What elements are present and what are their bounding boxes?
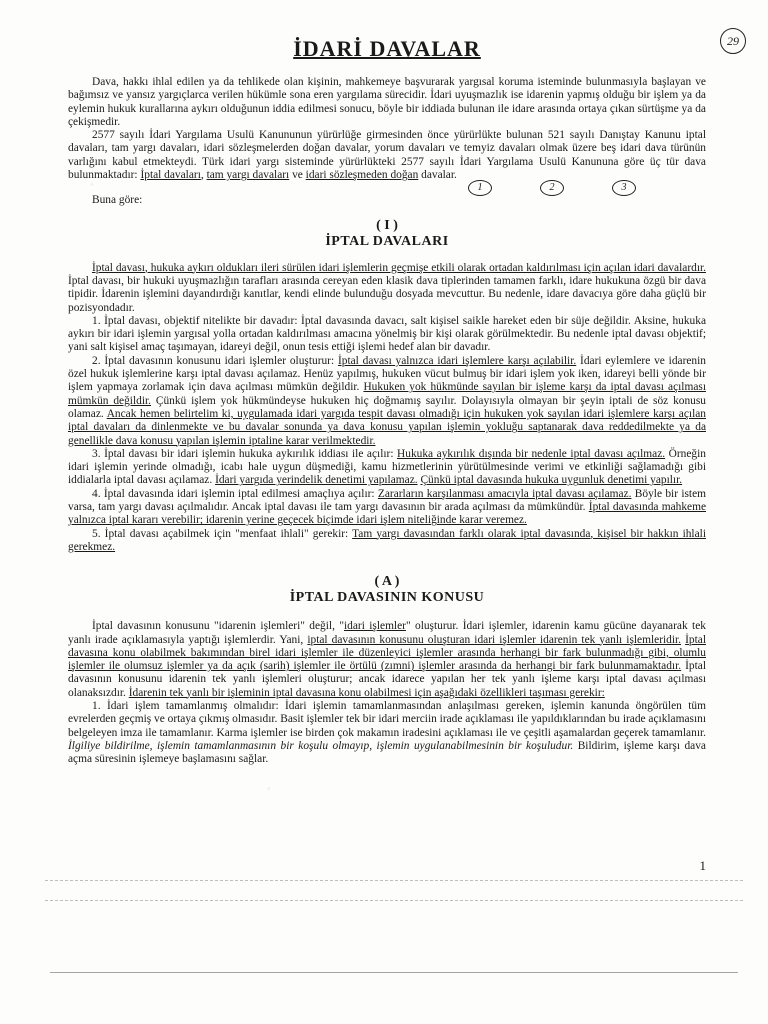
scan-artifact-line	[45, 900, 743, 901]
section1-item-2: 2. İptal davasının konusunu idari işlemler oluşturur: İptal davası yalnızca idari işlemlere karşı açılabilir. İdari eylemlere ve idarenin özel hukuk işlemlerine karşı iptal davası açılamaz. Henüz yapılmış, hukuken vücut bulmuş bir idari işlem yok iken, idareyi belli yönde bir işlem yapmaya zorlamak için dava açılması mümkün değildir. Hukuken yok hükmünde sayılan bir işleme karşı da iptal davası açılması mümkün değildir. Çünkü işlem yok hükmündeyse hukuken hiç doğmamış sayılır. Dolayısıyla olmayan bir şeyin iptali de söz konusu olamaz. Ancak hemen belirtelim ki, uygulamada idari yargıda tespit davası olmadığı için hukuken yok sayılan idari işlemlere karşı açılan iptal davaları da dinlenmekte ve bu davalar sonunda ya dava konusu yapılan işlemin yokluğu saptanarak dava reddedilmekte ya da genellikle dava konusu yapılan işlemin iptaline karar verilmektedir.	[68, 354, 706, 447]
handwritten-page-number: 29	[720, 28, 746, 54]
circled-number-3: 3	[612, 180, 636, 196]
circled-number-1: 1	[468, 180, 492, 196]
section1-item-3: 3. İptal davası bir idari işlemin hukuka aykırılık iddiası ile açılır: Hukuka aykırılık dışında bir nedenle iptal davası açılmaz. Örneğin idari işlemin yerinde olmadığı, icabı hale uygun düşmediği, kamu hizmetlerinin yürütülmesinde verimi ve etkinliği sağlamadığı gibi iddialarla iptal davası açılamaz. İdari yargıda yerindelik denetimi yapılamaz. Çünkü iptal davasında hukuka uygunluk denetimi yapılır.	[68, 447, 706, 487]
scan-artifact-line	[45, 880, 743, 881]
section-label-a: ( A )	[374, 574, 400, 590]
underline-tam-yargi: tam yargı davaları	[206, 169, 290, 182]
intro-paragraph-1: Dava, hakkı ihlal edilen ya da tehlikede olan kişinin, mahkemeye başvurarak yargısal koruma isteminde bulunmasıyla başlayan ve bağımsız ve yansız yargıçlarca verilen hükümle sona eren yargılama sürecidir. İdari uyuşmazlık ise idarenin yapmış olduğu bir işlem ya da eylemin hukuk kurallarına aykırı olduğunun iddia edilmesi sonucu, böyle bir iddiada bulunan ile idare arasında ortaya çıkan sürtüşme ya da çekişmedir.	[68, 76, 706, 128]
section1-item-5: 5. İptal davası açabilmek için "menfaat ihlali" gerekir: Tam yargı davasından farklı olarak iptal davasında, kişisel bir hakkın ihlali gerekmez.	[68, 527, 706, 553]
intro-paragraph-3: Buna göre:	[92, 194, 143, 207]
page-number: 1	[699, 858, 706, 873]
section-label-1: ( I )	[376, 217, 398, 233]
intro-paragraph-2: 2577 sayılı İdari Yargılama Usulü Kanununun yürürlüğe girmesinden önce yürürlükte bulunan 521 sayılı Danıştay Kanunu iptal davaları, tam yargı davaları, idari sözleşmelerden doğan davalar, yorum davaları ve temyiz davaları olmak üzere beş idari dava türünün varlığını kabul etmekteydi. Türk idari yargı sisteminde yürürlükteki 2577 sayılı İdari Yargılama Usulü Kanununa göre üç tür dava bulunmaktadır: İptal davaları, tam yargı davaları ve idari sözleşmeden doğan davalar.	[68, 129, 706, 182]
underline-idari-sozlesme: idari sözleşmeden doğan	[305, 169, 419, 182]
sectionA-item-1: 1. İdari işlem tamamlanmış olmalıdır: İdari işlemin tamamlanmasından anlaşılması gereken, işlemin kanunda öngörülen tüm evrelerden geçmiş ve ortaya çıkmış olmasıdır. Basit işlemler tek bir idari merciin irade açıklaması ile yapıldıklarından bu irade açıklamasını belgeleyen imza ile tamamlanır. Karma işlemler ise birden çok makamın iradesini açıklaması ile ve çeşitli aşamalardan geçerek tamamlanır. İlgiliye bildirilme, işlemin tamamlanmasının bir koşulu olmayıp, işlemin uygulanabilmesinin bir koşuludur. Bildirim, işleme karşı dava açma süresinin işlemeye başlamasını sağlar.	[68, 699, 706, 766]
section-title-iptal-davasinin-konusu: İPTAL DAVASININ KONUSU	[289, 590, 485, 606]
circled-number-2: 2	[540, 180, 564, 196]
handwritten-circled-numbers	[68, 180, 706, 194]
sectionA-paragraph-1: İptal davasının konusunu "idarenin işlemleri" değil, "idari işlemler" oluşturur. İdari işlemler, idarenin kamu gücüne dayanarak tek yanlı irade açıklamasıyla yaptığı işlemlerdir. Yani, iptal davasının konusunu oluşturan idari işlemler idarenin tek yanlı işlemleridir. İptal davasına konu olabilmek bakımından birel idari işlemler ile düzenleyici işlemler arasında herhangi bir fark bulunmadığı gibi, olumlu işlemler ile olumsuz işlemler ya da açık (sarih) işlemler ile örtülü (zımni) işlemler arasında da herhangi bir fark bulunmamaktadır. İptal davasının konusunu idarenin tek yanlı işlemleri oluşturur; ancak idarece yapılan her tek yanlı işleme karşı iptal davası açılması olanaksızdır. İdarenin tek yanlı bir işleminin iptal davasına konu olabilmesi için aşağıdaki özellikleri taşıması gerekir:	[68, 620, 706, 699]
scan-artifact-line	[50, 972, 738, 973]
document-title: İDARİ DAVALAR	[293, 36, 481, 61]
underline-iptal-davalari: İptal davaları	[140, 169, 201, 182]
section1-paragraph-1: İptal davası, hukuka aykırı oldukları ileri sürülen idari işlemlerin geçmişe etkili olarak ortadan kaldırılması için açılan idari davalardır. İptal davası, bir hukuki uyuşmazlığın tarafları arasında cereyan eden klasik dava tiplerinden tamamen farklı, idare hukukuna özgü bir dava tipidir. İdarenin işlemini dayandırdığı kanıtlar, kendi elinde bulunduğu dosyada mevcuttur. Bu nedenle, idare davacıya göre daha güçlü bir pozisyondadır.	[68, 261, 706, 314]
section1-item-4: 4. İptal davasında idari işlemin iptal edilmesi amaçlıya açılır: Zararların karşılanması amacıyla iptal davası açılamaz. Böyle bir istem varsa, tam yargı davası açılmalıdır. Ancak iptal davası ile tam yargı davasının bir arada açılması da mümkündür. İptal davasında mahkeme yalnızca iptal kararı verebilir; idarenin yerine geçecek biçimde idari işlem niteliğinde karar veremez.	[68, 487, 706, 527]
section1-item-1: 1. İptal davası, objektif nitelikte bir davadır: İptal davasında davacı, salt kişisel saikle hareket eden bir süje değildir. Aksine, hukuka aykırı bir idari işlemin yargısal yolla ortadan kaldırılması amacına yönelmiş bir kişi olarak görülmektedir. Bu nedenle iptal davası objektif; yani salt kişisel amaç taşımayan, idareyi değil, onun tesis ettiği işlemi hedef alan bir davadır.	[68, 314, 706, 354]
section-title-iptal-davalari: İPTAL DAVALARI	[325, 233, 449, 249]
